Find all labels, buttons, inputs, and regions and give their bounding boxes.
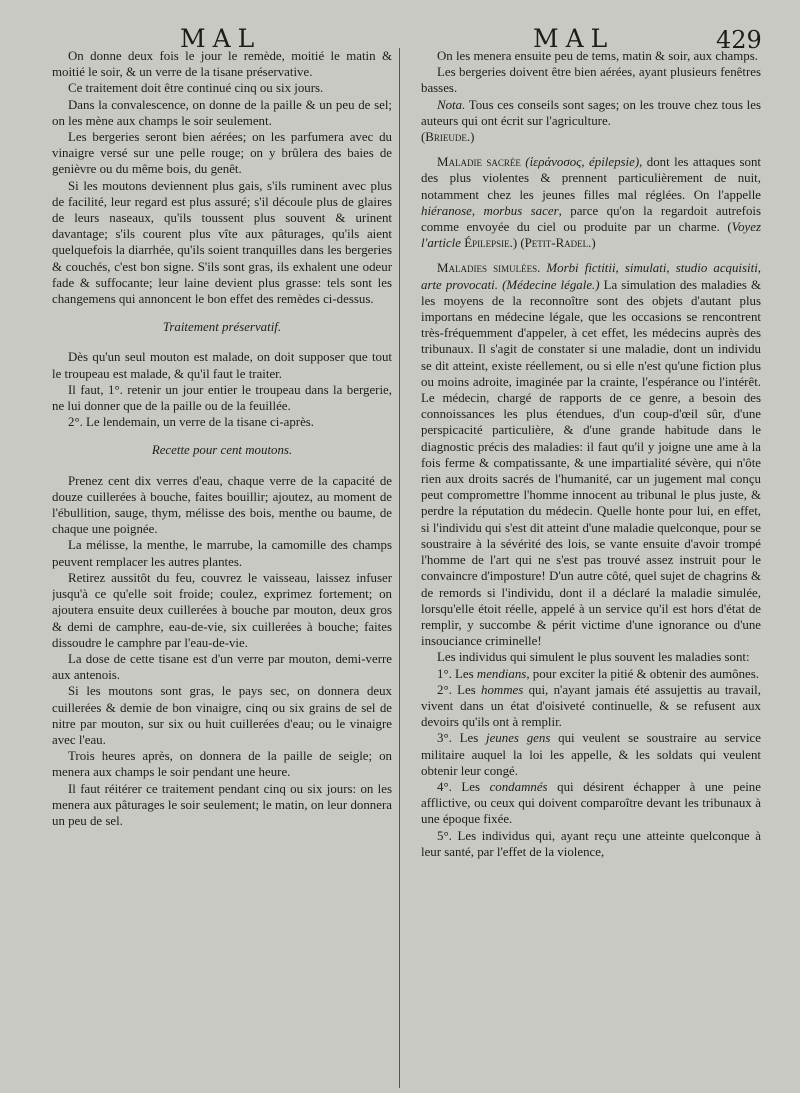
- paragraph: Les bergeries seront bien aérées; on les parfumera avec du vinaigre versé sur une pelle rouge; on y brûlera des baies de genièvre ou du même bois, du genêt.: [52, 130, 392, 177]
- section-subheading: Recette pour cent moutons.: [151, 443, 293, 458]
- list-text: qui veulent se soustraire au service militaire auquel la loi les appelle, & les soldats qui veulent obtenir leur congé.: [421, 731, 761, 778]
- running-head-left: MAL: [180, 24, 262, 53]
- list-term: hommes: [481, 682, 524, 697]
- paragraph: Il faut réitérer ce traitement pendant cinq ou six jours: on les menera aux pâturages le soir seulement; le matin, on leur donnera un peu de sel.: [52, 781, 392, 828]
- list-item: [421, 682, 761, 731]
- paragraph: La mélisse, la menthe, le marrube, la camomille des champs peuvent remplacer les autres plantes.: [52, 538, 392, 569]
- list-item: [421, 666, 761, 682]
- list-text: qui, n'ayant jamais été assujettis au travail, vivent dans un état d'oisiveté continuelle, & se refusent aux devoirs qu'ils ont à remplir.: [421, 682, 761, 730]
- list-number: 1°. Les: [437, 666, 477, 681]
- list-item: [421, 779, 761, 828]
- paragraph: Ce traitement doit être continué cinq ou six jours.: [68, 81, 324, 96]
- list-number: 3°. Les: [437, 731, 486, 746]
- paragraph: Retirez aussitôt du feu, couvrez le vaisseau, laissez infuser jusqu'à ce qu'elle soit froide; coulez, exprimez fortement; on ajoutera ensuite deux cuillerées à bouche par mouton, deux gros & demi de camphre, eau-de-vie, six cuillerées à bouche; faites dissoudre le camphre par l'eau-de-vie.: [52, 570, 392, 650]
- list-item: [421, 730, 761, 779]
- column-divider: [399, 48, 400, 1088]
- list-number: 2°. Les: [437, 682, 482, 697]
- right-column: [421, 48, 761, 1088]
- list-text: , pour exciter la pitié & obtenir des aumônes.: [526, 666, 759, 681]
- entry-text: , parce qu'on la regardoit autrefois comme envoyée du ciel ou produite par un charme. (: [421, 203, 761, 235]
- paragraph: 2°. Le lendemain, un verre de la tisane ci-après.: [68, 415, 315, 430]
- paragraph: Il faut, 1°. retenir un jour entier le troupeau dans la bergerie, ne lui donner que de la paille ou de la feuillée.: [52, 382, 392, 414]
- paragraph: Si les moutons sont gras, le pays sec, on donnera deux cuillerées & demie de bon vinaigre, cinq ou six grains de sel de nitre par mouton, sur six ou huit cuillerées d'eau; ou le vinaigre avec l'eau.: [52, 684, 392, 747]
- term-morbus-sacer: morbus sacer: [483, 203, 559, 218]
- entry-greek: (ἱεράνοσος, épilepsie): [525, 155, 640, 170]
- paragraph: Trois heures après, on donnera de la paille de seigle; on menera aux champs le soir pendant une heure.: [52, 749, 392, 780]
- page-number: 429: [716, 26, 762, 54]
- entry-title: Maladies simulées.: [437, 261, 541, 276]
- entry-text: La simulation des maladies & les moyens de la reconnoître sont des objets d'autant plus importans en médecine légale, que les occasions se rencontrent très-fréquemment d'appeler, à cet effet, les médecins auprès des tribunaux. Il s'agit de constater si une maladie, dont un individu se dit atteint, existe réellement, ou si elle n'est qu'une fiction plus ou moins adroite, imaginée par la crainte, l'espérance ou l'intérêt. Le médecin, chargé de rapports de ce genre, a besoin des connoissances les plus étendues, d'un coup-d'œil sûr, d'une perspicacité particulière, & d'une grande habitude dans le diagnostic précis des maladies: il faut qu'il y joigne une ame à la fois ferme & compatissante, & une impartialité sévère, qui n'ôte rien aux droits sacrés de l'humanité, car un jugement mal conçu peut compromettre l'homme innocent au tribunal le plus juste, & perdre la réputation du médecin. Quelle honte pour lui, en effet, si l'individu qui s'est dit atteint d'une maladie quelconque, pour se soustraire à la sévérité des lois, se vante ensuite d'avoir trompé l'homme de l'art qui ne s'est pas trouvé assez instruit pour le convaincre d'imposture! D'un autre côté, quel sujet de chagrins & de remords si l'individu, dont il a déclaré la maladie simulée, lorsqu'elle étoit réelle, appelé à un service qu'il est hors d'état de remplir, y succombe & périt victime d'une ignorance ou d'une insouciance criminelle!: [421, 277, 761, 649]
- paragraph: On donne deux fois le jour le remède, moitié le matin & moitié le soir, & un verre de la tisane préservative.: [52, 49, 392, 80]
- running-head-right: MAL: [533, 24, 615, 53]
- entry-text: , dont les attaques sont des plus violentes & prennent particulièrement de nuit, notamment chez les jeunes filles mal réglées. On l'appelle: [421, 155, 761, 202]
- nota-label: Nota.: [437, 97, 466, 112]
- paragraph: Dans la convalescence, on donne de la paille & un peu de sel; on les mène aux champs le soir seulement.: [52, 97, 392, 128]
- cross-reference: Voyez l'article: [421, 220, 761, 251]
- nota-paragraph: [421, 97, 761, 146]
- term-hieranose: hiéranose: [421, 203, 472, 218]
- cross-reference-target: Épilepsie.: [461, 236, 513, 251]
- entry-author: ) (Petit-Radel.): [512, 236, 596, 251]
- left-column: [52, 48, 392, 1088]
- entry-maladie-sacree: [421, 154, 761, 251]
- paragraph: On les menera ensuite peu de tems, matin & soir, aux champs.: [437, 49, 758, 63]
- list-term: condamnés: [489, 779, 548, 794]
- paragraph: Les individus qui simulent le plus souvent les maladies sont:: [437, 650, 750, 665]
- list-term: jeunes gens: [486, 731, 551, 746]
- entry-category: (Médecine légale.): [498, 277, 600, 292]
- paragraph: Les bergeries doivent être bien aérées, ayant plusieurs fenêtres basses.: [421, 65, 761, 96]
- list-text: qui désirent échapper à une peine afflictive, ou ceux qui doivent comparoître devant les tribunaux à une époque fixée.: [421, 779, 761, 827]
- paragraph: Dès qu'un seul mouton est malade, on doit supposer que tout le troupeau est malade, & qu'il faut le traiter.: [52, 350, 392, 381]
- nota-text: Tous ces conseils sont sages; on les trouve chez tous les auteurs qui ont écrit sur l'agriculture.: [421, 97, 761, 128]
- separator: ,: [471, 203, 484, 218]
- nota-author: (Brieude.): [421, 130, 475, 145]
- list-term: mendians: [476, 666, 527, 681]
- paragraph: Si les moutons deviennent plus gais, s'ils ruminent avec plus de facilité, leur regard est plus assuré; s'il découle plus de glaires de leurs naseaux, qu'ils toussent plus souvent & urinent davantage; s'ils courent plus vîte aux pâturages, qu'ils aient quelquefois la diarrhée, qu'ils soient tranquilles dans les bergeries & couchés, c'est bon signe. S'ils sont gras, ils exhalent une odeur fade & suffocante; leur laine devient plus grasse: tels sont les changemens qui annoncent le bon effet des remèdes ci-dessus.: [52, 178, 392, 307]
- list-number: 4°. Les: [437, 779, 490, 794]
- paragraph: La dose de cette tisane est d'un verre par mouton, demi-verre aux antenois.: [52, 651, 392, 683]
- entry-latin: Morbi fictitii, simulati, studio acquisiti, arte provocati.: [421, 261, 761, 292]
- section-subheading: Traitement préservatif.: [162, 320, 282, 335]
- list-item: 5°. Les individus qui, ayant reçu une atteinte quelconque à leur santé, par l'effet de la violence,: [421, 828, 761, 859]
- entry-title: Maladie sacrée: [437, 155, 521, 170]
- entry-maladies-simulees: [421, 260, 761, 649]
- paragraph: Prenez cent dix verres d'eau, chaque verre de la capacité de douze cuillerées à bouche, faites bouillir; ajoutez, au moment de l'ébullition, sauge, thym, mélisse des bois, menthe ou baume, de chaque une poignée.: [52, 473, 392, 537]
